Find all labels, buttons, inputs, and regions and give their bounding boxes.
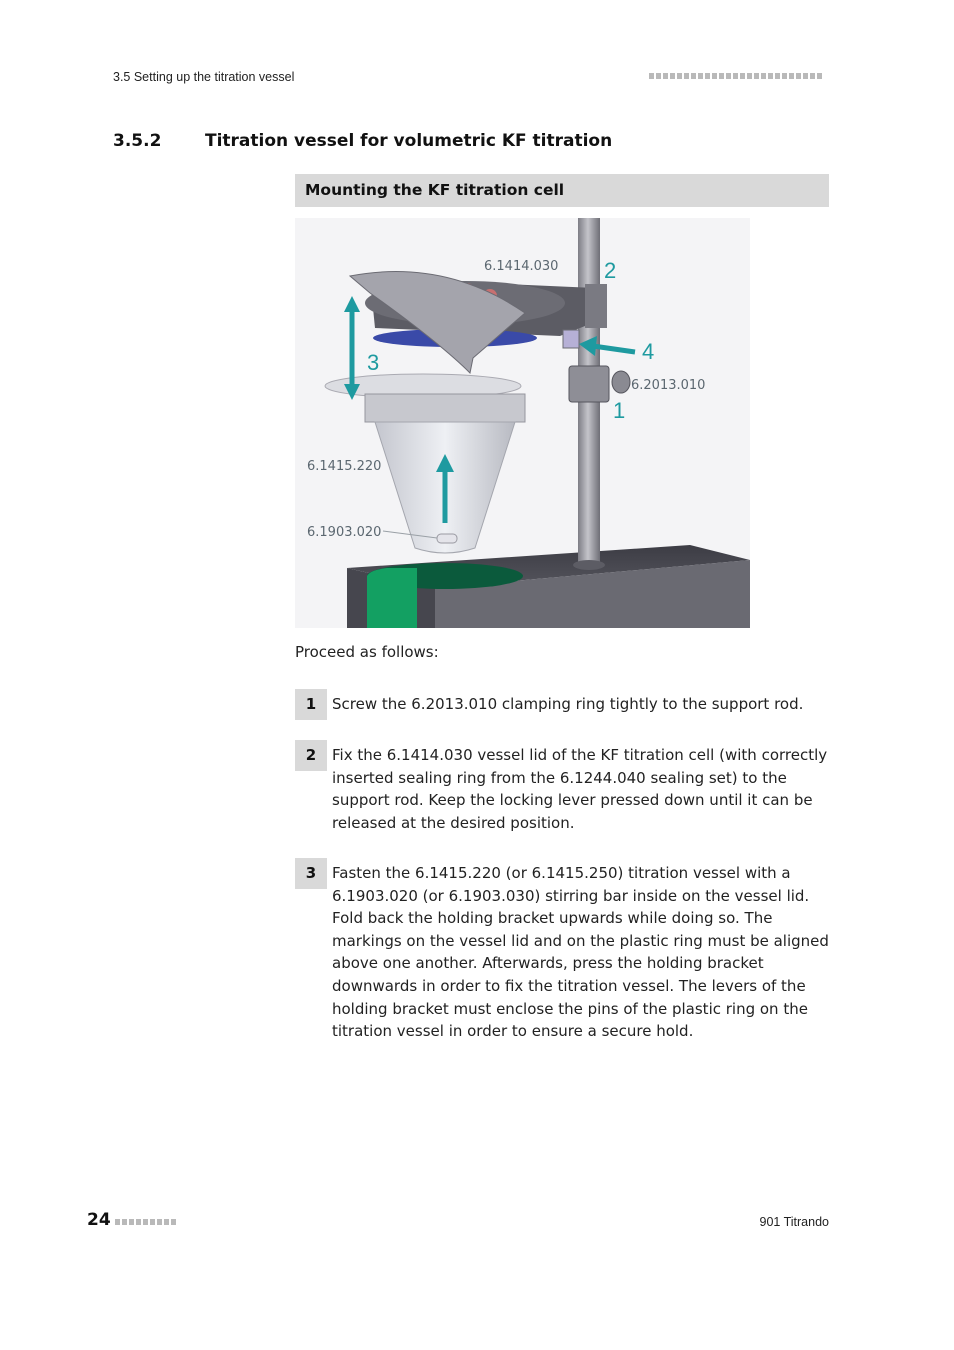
section-title (113, 131, 612, 151)
step (295, 740, 829, 834)
step-text: Fix the 6.1414.030 vessel lid of the KF titration cell (with correctly inserted sealing ring from the 6.1244.040 sealing set) to the support rod. Keep the locking lever pressed down until it can be released at the desired position. (332, 746, 828, 832)
product-name: 901 Titrando (759, 1215, 829, 1229)
clamping-ring (569, 366, 609, 402)
step-number: 3 (295, 858, 327, 889)
label-stirring-bar: 6.1903.020 (307, 525, 382, 540)
subheading: Mounting the KF titration cell (295, 174, 829, 207)
section-heading: Titration vessel for volumetric KF titration (205, 131, 613, 151)
label-lid: 6.1414.030 (484, 259, 559, 274)
illustration-svg (295, 218, 750, 628)
section-number: 3.5.2 (113, 131, 162, 151)
running-header: 3.5 Setting up the titration vessel (113, 70, 295, 84)
kf-cell-illustration (295, 218, 750, 628)
number-1: 1 (613, 398, 626, 423)
number-2: 2 (604, 258, 617, 283)
clamping-screw (612, 371, 630, 393)
number-4: 4 (642, 339, 655, 364)
green-well-side (367, 568, 417, 628)
footer-decoration (115, 1219, 176, 1225)
label-vessel: 6.1415.220 (307, 459, 382, 474)
page-number: 24 (87, 1210, 111, 1230)
step-number: 1 (295, 689, 327, 720)
number-3: 3 (367, 350, 380, 375)
plastic-ring (365, 394, 525, 422)
stirring-bar (437, 534, 457, 543)
step (295, 689, 829, 720)
step-number: 2 (295, 740, 327, 771)
label-clamping-ring: 6.2013.010 (631, 378, 706, 393)
lid-clamp (585, 284, 607, 328)
step-text: Screw the 6.2013.010 clamping ring tightly to the support rod. (332, 695, 804, 713)
locking-lever (563, 330, 579, 348)
rod-foot (573, 560, 605, 570)
header-decoration (649, 73, 822, 79)
intro-text: Proceed as follows: (295, 643, 439, 661)
step-text: Fasten the 6.1415.220 (or 6.1415.250) titration vessel with a 6.1903.020 (or 6.1903.030) stirring bar inside on the vessel lid. Fold back the holding bracket upwards while doing so. The markings on the vessel lid and on the plastic ring must be aligned above one another. Afterwards, press the holding bracket downwards in order to fix the titration vessel. The levers of the holding bracket must enclose the pins of the plastic ring on the titration vessel in order to ensure a secure hold. (332, 864, 829, 1041)
step (295, 858, 829, 1043)
